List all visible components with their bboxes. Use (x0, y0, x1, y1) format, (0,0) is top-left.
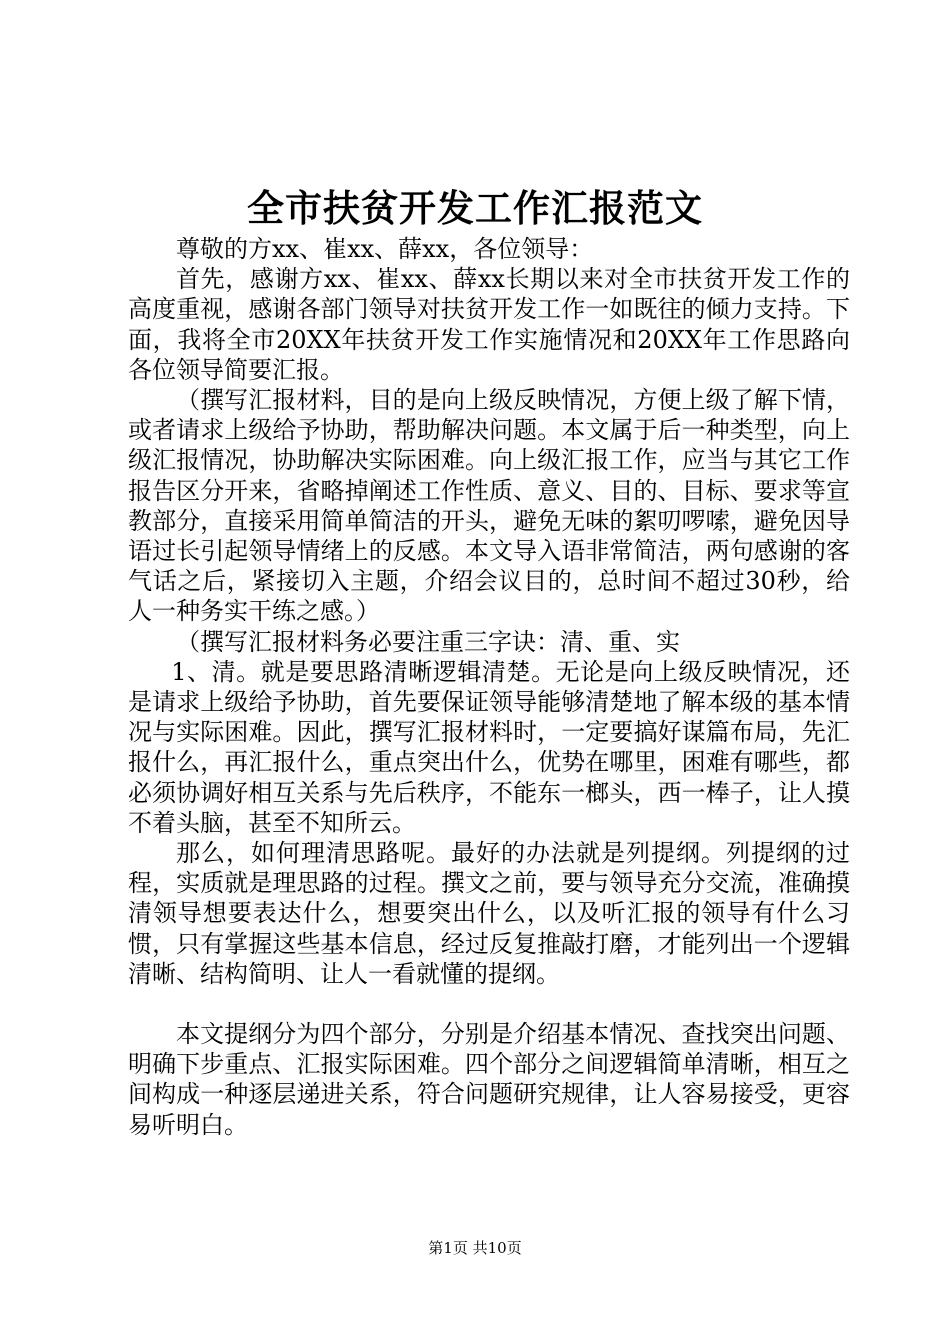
body-paragraph: 首先，感谢方xx、崔xx、薛xx长期以来对全市扶贫开发工作的高度重视，感谢各部门领导对扶贫开发工作一如既往的倾力支持。下面，我将全市20XX年扶贫开发工作实施情况和20XX年工作思路向各位领导简要汇报。 (128, 265, 850, 384)
salutation-paragraph: 尊敬的方xx、崔xx、薛xx，各位领导： (176, 235, 594, 263)
body-paragraph: （撰写汇报材料，目的是向上级反映情况，方便上级了解下情，或者请求上级给予协助，帮助解决问题。本文属于后一种类型，向上级汇报情况，协助解决实际困难。向上级汇报工作，应当与其它工作报告区分开来，省略掉阐述工作性质、意义、目的、目标、要求等宣教部分，直接采用简单简洁的开头，避免无味的絮叨啰嗦，避免因导语过长引起领导情绪上的反感。本文导入语非常简洁，两句感谢的客气话之后，紧接切入主题，介绍会议目的，总时间不超过30秒，给人一种务实干练之感。） (128, 386, 850, 626)
body-paragraph: 那么，如何理清思路呢。最好的办法就是列提纲。列提纲的过程，实质就是理思路的过程。撰文之前，要与领导充分交流，准确摸清领导想要表达什么，想要突出什么，以及听汇报的领导有什么习惯，只有掌握这些基本信息，经过反复推敲打磨，才能列出一个逻辑清晰、结构简明、让人一看就懂的提纲。 (128, 839, 850, 988)
body-paragraph: （撰写汇报材料务必要注重三字诀：清、重、实 (176, 627, 680, 656)
body-paragraph: 1、清。就是要思路清晰逻辑清楚。无论是向上级反映情况，还是请求上级给予协助，首先要保证领导能够清楚地了解本级的基本情况与实际困难。因此，撰写汇报材料时，一定要搞好谋篇布局，先汇报什么，再汇报什么，重点突出什么，优势在哪里，困难有哪些，都必须协调好相互关系与先后秩序，不能东一榔头，西一棒子，让人摸不着头脑，甚至不知所云。 (128, 657, 850, 837)
document-title: 全市扶贫开发工作汇报范文 (247, 186, 703, 230)
document-body (128, 234, 850, 1140)
page-footer: 第1页 共10页 (428, 1239, 522, 1257)
body-paragraph: 本文提纲分为四个部分，分别是介绍基本情况、查找突出问题、明确下步重点、汇报实际困难。四个部分之间逻辑简单清晰，相互之间构成一种逐层递进关系，符合问题研究规律，让人容易接受，更容易听明白。 (128, 1020, 850, 1139)
